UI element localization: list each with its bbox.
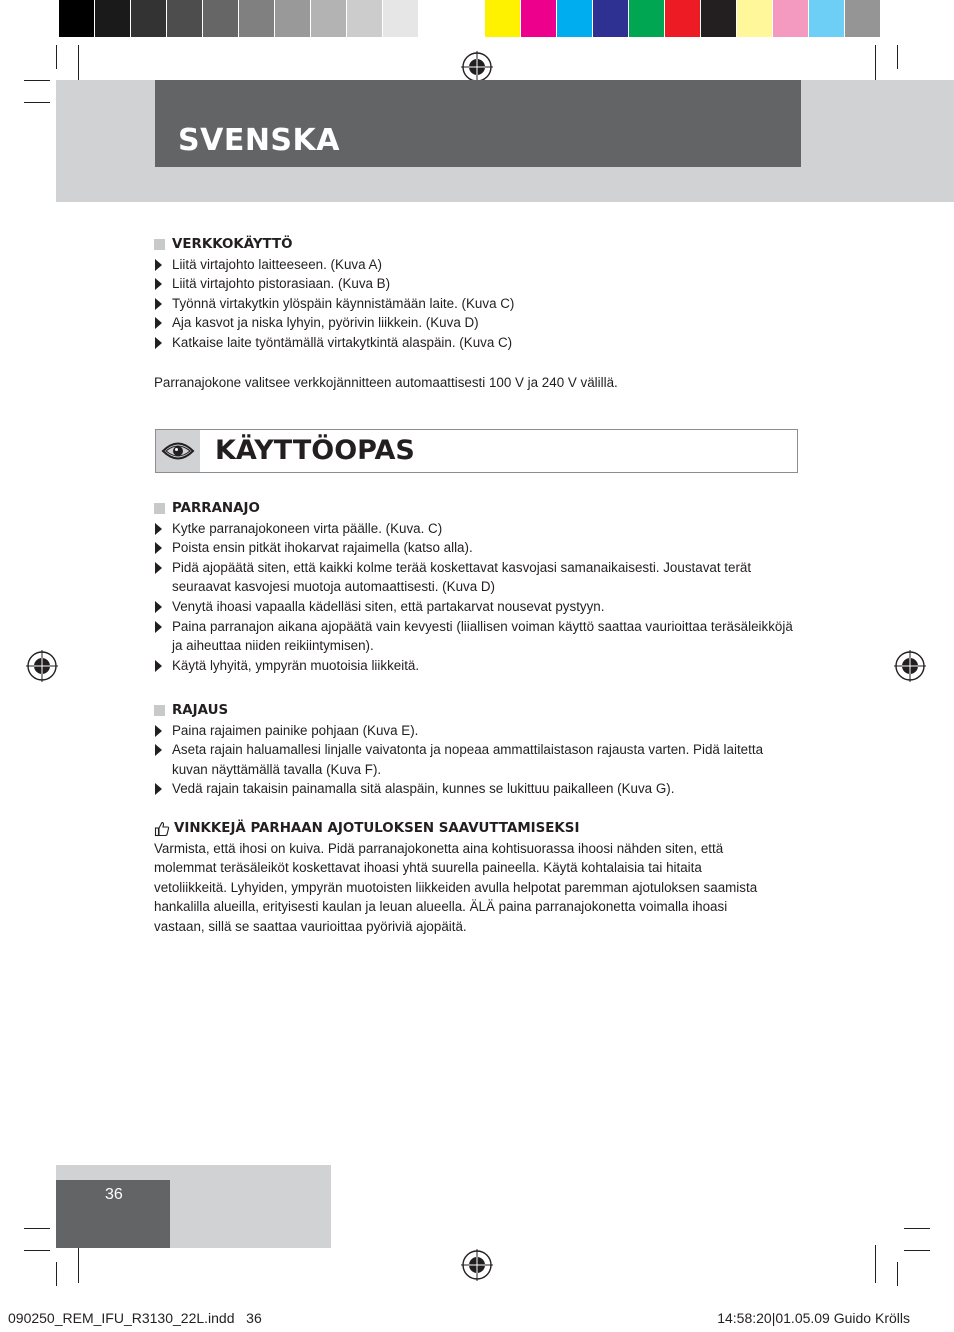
triangle-bullet-icon: [155, 337, 162, 349]
color-swatch: [629, 0, 665, 37]
triangle-bullet-icon: [155, 725, 162, 737]
page-number: 36: [105, 1186, 123, 1203]
eye-icon: [161, 440, 195, 462]
registration-mark-icon: [461, 1249, 493, 1281]
color-swatch: [701, 0, 737, 37]
registration-mark-icon: [26, 650, 58, 682]
trimming-list: [154, 721, 794, 799]
square-bullet-icon: [154, 239, 165, 250]
crop-mark: [56, 45, 57, 69]
color-swatch: [665, 0, 701, 37]
color-swatch: [311, 0, 347, 37]
color-swatch: [239, 0, 275, 37]
color-bar-grayscale: [59, 0, 455, 37]
list-item: Paina parranajon aikana ajopäätä vain kevyesti (liiallisen voiman käyttö saattaa vaurioittaa teräsäleikköjä ja aiheuttaa niiden reikiintymisen).: [154, 617, 794, 656]
square-bullet-icon: [154, 503, 165, 514]
crop-mark: [897, 45, 898, 69]
guide-icon-cell: [156, 430, 200, 472]
triangle-bullet-icon: [155, 744, 162, 756]
color-swatch: [557, 0, 593, 37]
triangle-bullet-icon: [155, 783, 162, 795]
crop-mark: [24, 1250, 50, 1251]
voltage-note: Parranajokone valitsee verkkojännitteen automaattisesti 100 V ja 240 V välillä.: [154, 374, 618, 390]
tips-section: [154, 819, 764, 937]
crop-mark: [24, 1228, 50, 1229]
thumbs-up-icon: [154, 821, 170, 837]
color-swatch: [593, 0, 629, 37]
shaving-section: [154, 499, 794, 675]
timestamp-slug: 14:58:20|01.05.09 Guido Krölls: [717, 1310, 910, 1326]
file-slug: 090250_REM_IFU_R3130_22L.indd 36: [8, 1310, 262, 1326]
color-swatch: [773, 0, 809, 37]
section-heading: PARRANAJO: [154, 499, 794, 519]
color-swatch: [59, 0, 95, 37]
list-item: Pidä ajopäätä siten, että kaikki kolme terää koskettavat kasvojasi samanaikaisesti. Joustavat terät seuraavat kasvojesi muotoja automaattisesti. (Kuva D): [154, 558, 794, 597]
tips-text: Varmista, että ihosi on kuiva. Pidä parranajokonetta aina kohtisuorassa ihoosi nähden siten, että molemmat teräsäleiköt koskettavat ihoasi yhtä suurella paineella. Käytä kohtalaisia tai hitaita vetoliikkeitä. Lyhyiden, ympyrän muotoisten liikkeiden avulla helpotat paremman ajotuloksen saamista hankalilla alueilla, erityisesti kaulan ja leuan alueella. ÄLÄ paina parranajokonetta voimalla ihoasi vastaan, sillä se saattaa vaurioittaa pyöriviä ajopäitä.: [154, 840, 758, 934]
list-item: Liitä virtajohto pistorasiaan. (Kuva B): [154, 274, 794, 294]
guide-title: KÄYTTÖOPAS: [215, 435, 415, 466]
list-item: Poista ensin pitkät ihokarvat rajaimella (katso alla).: [154, 538, 794, 558]
triangle-bullet-icon: [155, 621, 162, 633]
registration-mark-icon: [894, 650, 926, 682]
color-swatch: [521, 0, 557, 37]
triangle-bullet-icon: [155, 259, 162, 271]
triangle-bullet-icon: [155, 601, 162, 613]
trimming-section: [154, 701, 794, 799]
color-swatch: [347, 0, 383, 37]
list-item: Vedä rajain takaisin painamalla sitä alaspäin, kunnes se lukittuu paikalleen (Kuva G).: [154, 779, 794, 799]
color-swatch: [485, 0, 521, 37]
section-heading: RAJAUS: [154, 701, 794, 721]
mains-section: [154, 235, 794, 392]
color-swatch: [845, 0, 881, 37]
color-swatch: [809, 0, 845, 37]
triangle-bullet-icon: [155, 317, 162, 329]
triangle-bullet-icon: [155, 542, 162, 554]
triangle-bullet-icon: [155, 523, 162, 535]
color-swatch: [95, 0, 131, 37]
triangle-bullet-icon: [155, 562, 162, 574]
crop-mark: [24, 102, 50, 103]
crop-mark: [904, 1250, 930, 1251]
list-item: Kytke parranajokoneen virta päälle. (Kuva. C): [154, 519, 794, 539]
crop-mark: [56, 1262, 57, 1286]
crop-mark: [78, 45, 79, 83]
shaving-list: [154, 519, 794, 676]
list-item: Aja kasvot ja niska lyhyin, pyörivin liikkein. (Kuva D): [154, 313, 794, 333]
crop-mark: [875, 1245, 876, 1283]
color-swatch: [275, 0, 311, 37]
list-item: Työnnä virtakytkin ylöspäin käynnistämään laite. (Kuva C): [154, 294, 794, 314]
color-bar-process: [485, 0, 881, 37]
section-heading: VINKKEJÄ PARHAAN AJOTULOKSEN SAAVUTTAMISEKSI: [154, 819, 764, 839]
crop-mark: [897, 1262, 898, 1286]
mains-list: [154, 255, 794, 353]
crop-mark: [78, 1245, 79, 1283]
list-item: Liitä virtajohto laitteeseen. (Kuva A): [154, 255, 794, 275]
triangle-bullet-icon: [155, 298, 162, 310]
list-item: Aseta rajain haluamallesi linjalle vaivatonta ja nopeaa ammattilaistason rajausta varten. Pidä laitetta kuvan näyttämällä tavalla (Kuva F).: [154, 740, 794, 779]
triangle-bullet-icon: [155, 660, 162, 672]
list-item: Venytä ihoasi vapaalla kädelläsi siten, että partakarvat nousevat pystyyn.: [154, 597, 794, 617]
page-title: SVENSKA: [178, 123, 340, 158]
color-swatch: [167, 0, 203, 37]
crop-mark: [875, 45, 876, 83]
section-heading: VERKKOKÄYTTÖ: [154, 235, 794, 255]
color-swatch: [419, 0, 455, 37]
color-swatch: [383, 0, 419, 37]
guide-heading-box: [155, 429, 798, 473]
list-item: Paina rajaimen painike pohjaan (Kuva E).: [154, 721, 794, 741]
registration-mark-icon: [461, 51, 493, 83]
triangle-bullet-icon: [155, 278, 162, 290]
list-item: Katkaise laite työntämällä virtakytkintä alaspäin. (Kuva C): [154, 333, 794, 353]
list-item: Käytä lyhyitä, ympyrän muotoisia liikkeitä.: [154, 656, 794, 676]
square-bullet-icon: [154, 705, 165, 716]
crop-mark: [24, 80, 50, 81]
color-swatch: [131, 0, 167, 37]
color-swatch: [203, 0, 239, 37]
color-swatch: [737, 0, 773, 37]
crop-mark: [904, 1228, 930, 1229]
